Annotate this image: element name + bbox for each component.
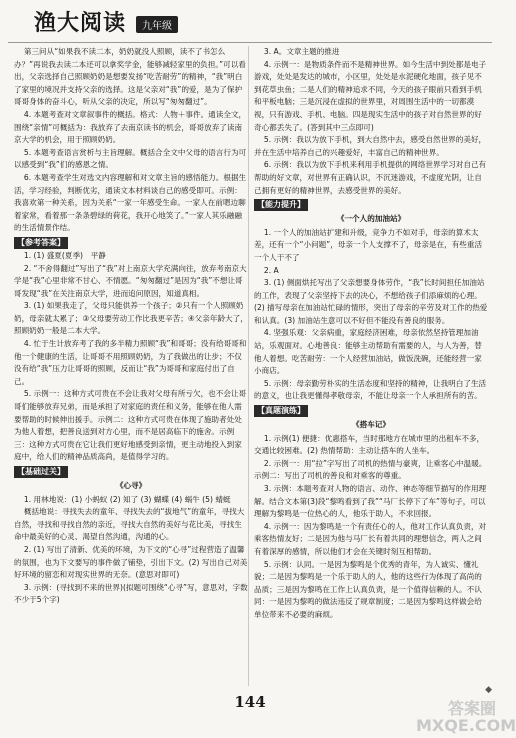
answer-paragraph: 3. (1) 如果我走了，父母只能供养一个孩子；②只有一个人照顾奶奶，母亲就太累了；③父母要劳动工作比我更辛苦；④父亲年龄大了，照顾奶奶一般是二本大学。 [14,301,248,336]
answer-paragraph: 1. (1) 盛夏(夏季) 平静 [23,250,106,260]
answer-paragraph: 4. 忙于生计放弃考了我的多半精力照顾“我”和哥哥；没有给哥哥和他一个健康的生活，让哥哥不用照顾奶奶，为了我做出的让步；不仅没有给“我”压力让哥哥的照顾，反而让“我”为哥哥和家庭付出了自己。 [14,339,247,386]
page-number: 144 [234,693,266,711]
section-heading-row [14,464,248,479]
answer-paragraph: 2. 示例一：用“拉”字写出了司机的热情与豪爽，让乘客心中温暖。示例二：写出了司机的善良和对乘客的尊重。 [254,458,487,481]
section-heading-row [14,235,248,250]
answer-paragraph: 2. (1) 写出了清新、优美的环境，为下文的“心寻”过程营造了温馨的氛围，也为下文要写的事件做了铺垫，引出下文。(2) 写出自己对美好环境的留恋和对现实世界的无奈。(意思对即可) [14,544,248,580]
column-divider [248,46,249,686]
answer-paragraph: 1. 用林地说：(1) 小蚂蚁 (2) 知了 (3) 蝴蝶 (4) 蜗牛 (5) 蜻蜓 [23,494,231,504]
section-heading: 【参考答案】 [14,237,68,249]
section-heading: 【基础过关】 [14,466,68,478]
watermark: 答案圈 MXQE.COM [416,699,516,735]
answer-paragraph: 4. 示例一：是物质条件而不是精神世界。如今生活中到处都是电子游戏，处处是发达的城市，小区里，处处是水泥硬化地面，孩子见不到花草虫鱼；二是人们的精神追求不同，今天的孩子眼前只看到手机和平板电脑；三是沉浸在虚拟的世界里，对周围生活中的一切都漠视，只有游戏、手机、电脑。四是现实生活中的孩子对自然世界的好奇心都丢失了。(答到其中三点即可) [254,59,487,132]
page-header [8,4,492,43]
answer-paragraph: 6. 示例：我以为放下手机来利用手机提供的网络世界学习对自己有帮助的好文章，对世界有正确认识，不沉迷游戏，不虚度光阴，让自己拥有更好的精神世界，去感受世界的美好。 [254,160,487,195]
corner-arrow-icon: ◆ [485,685,492,695]
article-title: 《搭车记》 [352,420,390,430]
article-title: 《一个人的加油站》 [336,214,406,224]
section-heading-row [254,197,488,212]
answer-paragraph: 5. 示例一：这种方式可贵在不会让我对父母有所亏欠，也不会让哥哥们能够放弃兄弟，而是承担了对家庭的责任和义务，能够在他人需要帮助的时候伸出援手。示例二：这种方式可贵在体现了施助者处处为他人着想，把善良送到对方心里，而不是居高临下的施舍。示例三：这种方式可贵在它让我们更好地感受到亲情，更主动地投入到家庭中，给人们的精神品质高尚，是值得学习的。 [14,389,247,462]
answer-paragraph: 6. 本题考查学生对选文内容理解和对文章主旨的感悟能力。根据生活，学习经验，判断优劣，通读文本材料谈自己的感受即可。示例：我喜欢第一种关系，因为关系“一家一年感受生命。一家人在前嗯边聊着家常，看着那一条条碧绿的荷花，我开心地笑了。”一家人其乐融融的生活情景作结。 [14,172,247,233]
section-heading: 【能力提升】 [254,199,308,211]
answer-paragraph: 2. A [263,265,279,275]
section-heading-row [254,403,488,418]
answer-paragraph: 5. 示例：我以为放下手机，到大自然中去，感受自然世界的美好，并在生活中培养自己的兴趣爱好，丰富自己的精神世界。 [254,135,487,157]
answer-paragraph: 1. 示例(1) 便捷：优惠搭车，当时那地方在城市里的出租车不多，交通比较困难。(2) 热情帮助：主动让搭车的人坐车。 [254,433,485,456]
left-column [14,46,248,686]
answer-paragraph: 5. 示例：母亲勤劳朴实的生活态度和坚持的精神，让我明白了生活的意义，也让我更懂得孝敬母亲，不能让母亲一个人承担所有的苦。 [254,378,487,401]
logo: 渔大阅读 [34,10,127,36]
article-title: 《心寻》 [115,481,147,490]
answer-paragraph: 3. 示例：本题考查对人物的语言、动作、神态等细节描写的作用理解。结合文本第(3)段“黎鸣看到了我”“马厂长停下了车”等句子，可以理解为黎鸣是一位热心的人，他乐于助人，不求回报。 [254,484,487,519]
answer-paragraph: 4. 本题考查对文章叙事件的概括。格式：人物＋事件。通读全文，围绕“亲情”可概括为：我放弃了去南京读书的机会，哥哥放弃了读南京大学的机会，用于照顾奶奶。 [14,109,247,145]
right-column [254,46,488,686]
section-heading: 【真题演练】 [254,405,308,417]
answer-paragraph: 2. “不舍得翻过”写出了“我”对上南京大学充满向往，放弃考南京大学是“我”心里非常不甘心、不情愿。“匆匆翻过”是因为“我”不想让哥哥发现“我”在关注南京大学，进而追问原因，知道真相。 [14,263,247,298]
answer-paragraph: 概括地说：寻找失去的童年、寻找失去的“拔地气”的童年，寻找大自然，寻找和寻找自然的亲近，寻找大自然的美好与花比美，寻找生命中最美好的心灵、渴望自然沟通，沟通的心。 [14,507,245,542]
answer-paragraph: 3. A。文章主题的推进 [263,47,340,56]
grade-badge: 九年级 [136,16,178,33]
answer-paragraph: 第三问从“如果我不读二本，奶奶就没人照顾，读不了书怎么办？”再说我去读二本还可以拿奖学金，能够减轻家里的负担。”可以看出，父亲选择自己照顾奶奶是想要发扬“吃苦耐劳”的精神，“我”明白了家里的境况并支持父亲的选择。这是父亲对“我”的爱，是为了保护哥哥身体的奋斗心，听从父亲的决定，所以写“匆匆翻过”。 [14,47,246,107]
answer-paragraph: 4. 坚强乐观：父亲病重，家庭经济困难，母亲依然坚持管理加油站，乐观面对。心地善良：能够主动帮助有需要的人，与人为善，替他人着想。吃苦耐劳：一个人经营加油站，做饭洗碗，还能经营一家小商店。 [254,328,482,376]
answer-paragraph: 1. 一个人的加油站扩建和升级，竞争力不如对手，母亲的算术太差，还有一个“小问题”，母亲一个人支撑不了，母亲是在，有些重活一个人干不了 [254,227,483,262]
answer-paragraph: 3. (1) 侧面烘托写出了父亲想要身体劳作，“我”长时间担任加油站的工作，表现了父亲坚持下去的决心，不想给孩子们添麻烦的心理。(2) 描写母亲在加油站忙碌的情形，突出了母亲的辛劳及对工作的热爱和认真。(3) 加油站生意可以不好但不能没有善良的服务。 [254,278,488,325]
answer-paragraph: 3. 示例：(寻找到不来的世界)(拟题可围绕“心寻”写，意思对，字数不少于5个字) [14,582,248,605]
answer-paragraph: 4. 示例一：因为黎鸣是一个有责任心的人，他对工作认真负责，对乘客热情友好；二是因为他与马厂长有着共同的理想信念，两人之间有着深厚的感情，所以他们才会在关键时刻互相帮助。 [254,521,487,556]
answer-paragraph: 5. 示例：认同。一是因为黎鸣是个优秀的青年，为人诚实、懂礼貌；二是因为黎鸣是一个乐于助人的人，他的这些行为体现了高尚的品质；三是因为黎鸣在工作上认真负责，是一个值得信赖的人。不认同：一是因为黎鸣的做法违反了规章制度；二是因为黎鸣这样做会给单位带来不必要的麻烦。 [254,559,482,619]
answer-paragraph: 5. 本题考查语言赏析与主旨理解。概括合全文中父母的语言行为可以感受到“我”们的感恩之情。 [14,147,247,170]
